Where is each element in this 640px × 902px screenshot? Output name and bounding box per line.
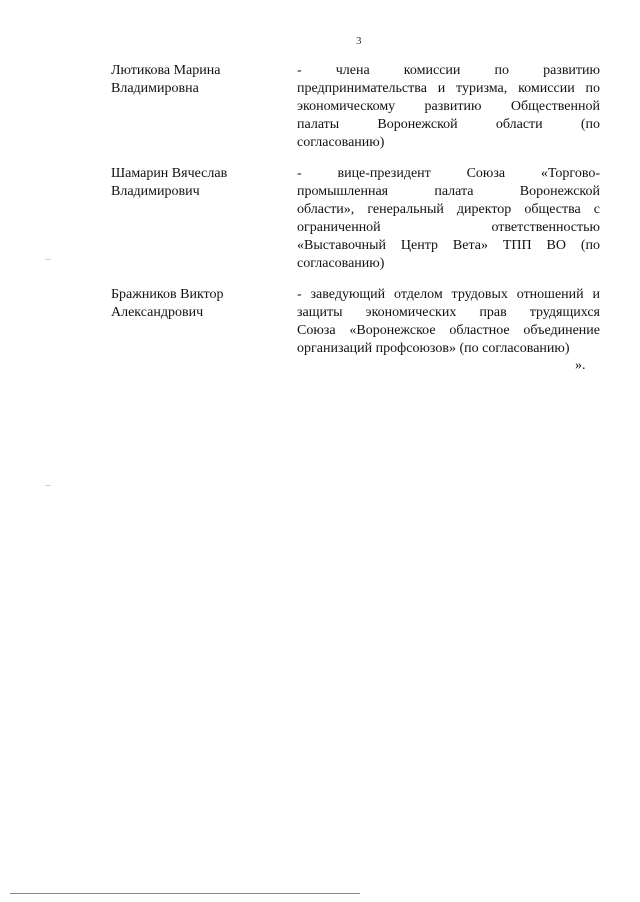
member-role-line: промышленная палата Воронежской <box>297 184 600 199</box>
member-role <box>297 62 600 152</box>
scan-artifact <box>45 259 51 260</box>
member-role-line: - члена комиссии по развитию <box>297 63 600 78</box>
footer-rule <box>10 893 360 894</box>
member-role-line: организаций профсоюзов» (по согласованию) <box>297 341 570 356</box>
member-name-line: Владимирович <box>111 184 200 199</box>
member-name-line: Владимировна <box>111 81 199 96</box>
member-name <box>111 62 281 98</box>
member-name-line: Шамарин Вячеслав <box>111 166 228 181</box>
member-role-line: согласованию) <box>297 135 385 150</box>
member-role-line: ограниченной ответственностью <box>297 220 600 235</box>
member-name <box>111 165 281 201</box>
member-role <box>297 165 600 273</box>
member-role-line: предпринимательства и туризма, комиссии по <box>297 81 600 96</box>
member-role-line: палаты Воронежской области (по <box>297 117 600 132</box>
closing-quote-mark: ». <box>575 358 586 373</box>
scan-artifact <box>45 485 51 486</box>
member-role-line: защиты экономических прав трудящихся <box>297 305 600 320</box>
member-role <box>297 286 600 358</box>
member-role-line: «Выставочный Центр Вета» ТПП ВО (по <box>297 238 600 253</box>
member-role-line: области», генеральный директор общества с <box>297 202 600 217</box>
member-role-line: согласованию) <box>297 256 385 271</box>
member-name-line: Александрович <box>111 305 204 320</box>
member-role-line: Союза «Воронежское областное объединение <box>297 323 600 338</box>
member-name-line: Бражников Виктор <box>111 287 224 302</box>
page-number: 3 <box>356 35 362 47</box>
member-role-line: - вице-президент Союза «Торгово- <box>297 166 600 181</box>
member-name-line: Лютикова Марина <box>111 63 221 78</box>
member-role-line: - заведующий отделом трудовых отношений и <box>297 287 600 302</box>
member-name <box>111 286 281 322</box>
member-role-line: экономическому развитию Общественной <box>297 99 600 114</box>
